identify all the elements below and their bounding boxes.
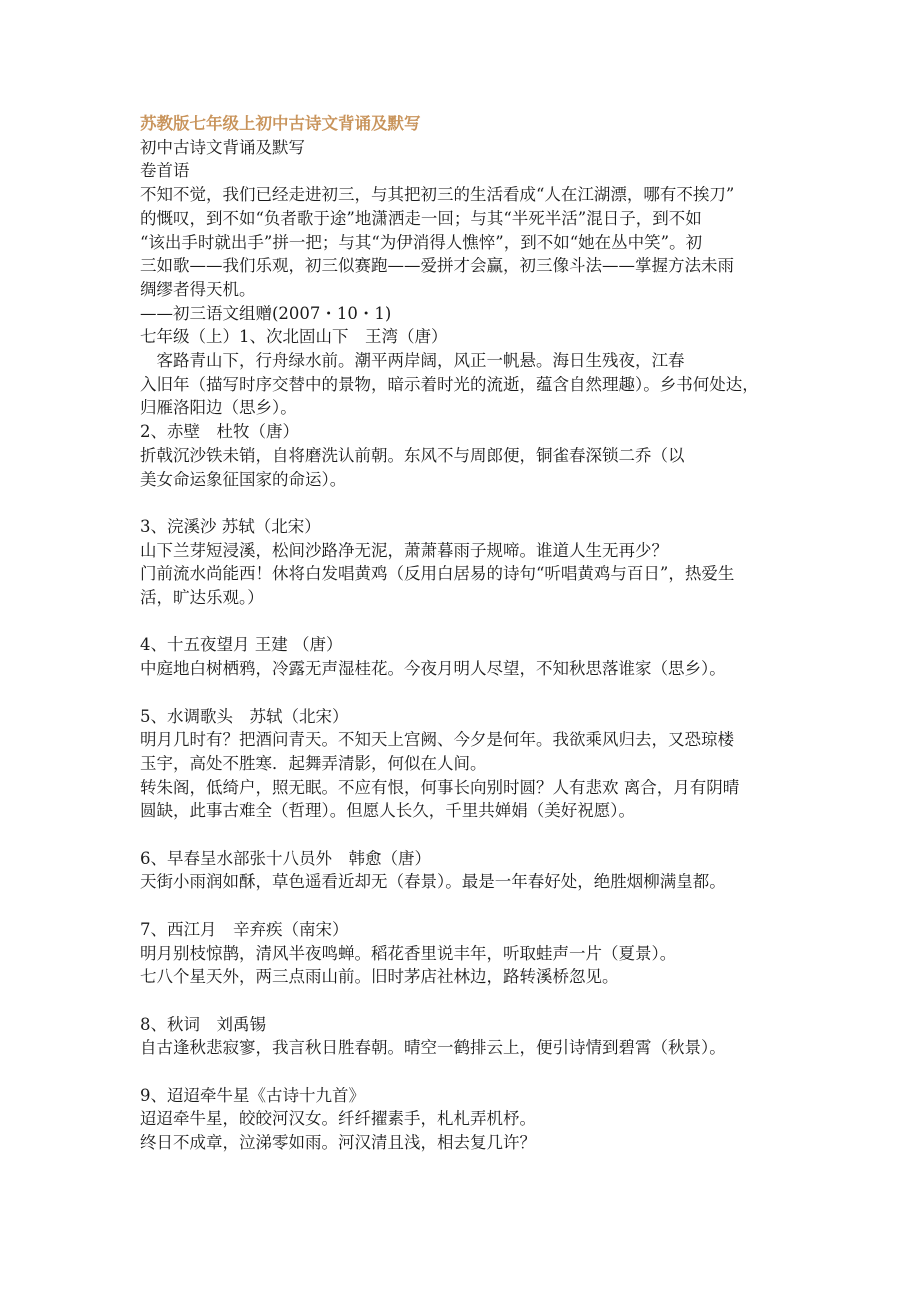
paragraph-gap [140, 894, 790, 918]
poem-3 [140, 515, 790, 610]
poem-line: 客路青山下，行舟绿水前。潮平两岸阔，风正一帆悬。海日生残夜，江春 [140, 351, 685, 371]
poem-heading: 6、早春呈水部张十八员外 韩愈（唐） [140, 848, 431, 868]
poem-line: 山下兰芽短浸溪，松间沙路净无泥，萧萧暮雨子规啼。谁道人生无再少？ [140, 540, 668, 560]
paragraph-gap [140, 823, 790, 847]
poem-line: 入旧年（描写时序交替中的景物，暗示着时光的流逝，蕴含自然理趣）。乡书何处达， [140, 374, 759, 394]
poem-line: 天街小雨润如酥，草色遥看近却无（春景）。最是一年春好处，绝胜烟柳满皇都。 [140, 872, 726, 892]
poem-line: 明月几时有？把酒问青天。不知天上宫阙、今夕是何年。我欲乘风归去，又恐琼楼 [140, 730, 734, 750]
poem-heading: 5、水调歌头 苏轼（北宋） [140, 706, 349, 726]
preface-signature: ——初三语文组赠(2007・10・1) [140, 303, 392, 323]
poem-5 [140, 705, 790, 824]
poem-7 [140, 918, 790, 989]
poem-line: 转朱阁，低绮户，照无眠。不应有恨，何事长向别时圆？人有悲欢 离合，月有阴晴 [140, 777, 740, 797]
document-title: 苏教版七年级上初中古诗文背诵及默写 [140, 114, 421, 133]
poem-line: 门前流水尚能西！休将白发唱黄鸡（反用白居易的诗句“听唱黄鸡与百日”，热爱生 [140, 564, 735, 584]
poem-line: 折戟沉沙铁未销，自将磨洗认前朝。东风不与周郎便，铜雀春深锁二乔（以 [140, 445, 685, 465]
paragraph-gap [140, 681, 790, 705]
poem-line: 美女命运象征国家的命运）。 [140, 469, 347, 489]
document-body [140, 112, 790, 1155]
poem-heading: 8、秋词 刘禹锡 [140, 1014, 266, 1034]
poem-heading: 2、赤壁 杜牧（唐） [140, 422, 299, 442]
preface-line: 绸缪者得天机。 [140, 279, 256, 299]
poem-line: 自古逢秋悲寂寥，我言秋日胜春朝。晴空一鹤排云上，便引诗情到碧霄（秋景）。 [140, 1038, 726, 1058]
poem-line: 七八个星天外，两三点雨山前。旧时茅店社林边，路转溪桥忽见。 [140, 967, 619, 987]
poem-8 [140, 1013, 790, 1060]
poem-line: 迢迢牵牛星，皎皎河汉女。纤纤擢素手，札札弄机杼。 [140, 1109, 536, 1129]
preface-line: “该出手时就出手”拼一把；与其“为伊消得人憔悴”，到不如“她在丛中笑”。初 [140, 232, 703, 252]
poem-line: 中庭地白树栖鸦，冷露无声湿桂花。今夜月明人尽望，不知秋思落谁家（思乡）。 [140, 659, 726, 679]
poem-heading: 7、西江月 辛弃疾（南宋） [140, 919, 349, 939]
poem-heading: 七年级（上）1、次北固山下 王湾（唐） [140, 327, 448, 347]
poem-heading: 4、十五夜望月 王建 （唐） [140, 635, 343, 655]
poem-line: 圆缺，此事古难全（哲理）。但愿人长久，千里共婵娟（美好祝愿）。 [140, 801, 635, 821]
poem-heading: 9、迢迢牵牛星《古诗十九首》 [140, 1085, 365, 1105]
preface [140, 183, 790, 302]
poem-line: 玉宇，高处不胜寒．起舞弄清影，何似在人间。 [140, 753, 487, 773]
paragraph-gap [140, 610, 790, 634]
preface-line: 不知不觉，我们已经走进初三，与其把初三的生活看成“人在江湖漂，哪有不挨刀” [140, 185, 735, 205]
poem-1 [140, 325, 790, 420]
document-subtitle: 初中古诗文背诵及默写 [140, 137, 305, 157]
paragraph-gap [140, 1060, 790, 1084]
paragraph-gap [140, 491, 790, 515]
poem-line: 明月别枝惊鹊，清风半夜鸣蝉。稻花香里说丰年，听取蛙声一片（夏景）。 [140, 943, 677, 963]
poem-4 [140, 633, 790, 680]
poem-9 [140, 1084, 790, 1155]
poem-line: 活，旷达乐观。） [140, 588, 264, 608]
preface-line: 的慨叹，到不如“负者歌于途”地潇洒走一回；与其“半死半活”混日子，到不如 [140, 208, 702, 228]
preface-line: 三如歌——我们乐观，初三似赛跑——爱拼才会赢，初三像斗法——掌握方法未雨 [140, 256, 734, 276]
poem-line: 终日不成章，泣涕零如雨。河汉清且浅，相去复几许？ [140, 1133, 536, 1153]
poem-heading: 3、浣溪沙 苏轼（北宋） [140, 516, 321, 536]
poem-line: 归雁洛阳边（思乡）。 [140, 398, 297, 418]
poem-6 [140, 847, 790, 894]
paragraph-gap [140, 989, 790, 1013]
poem-2 [140, 420, 790, 491]
preface-heading: 卷首语 [140, 161, 190, 181]
